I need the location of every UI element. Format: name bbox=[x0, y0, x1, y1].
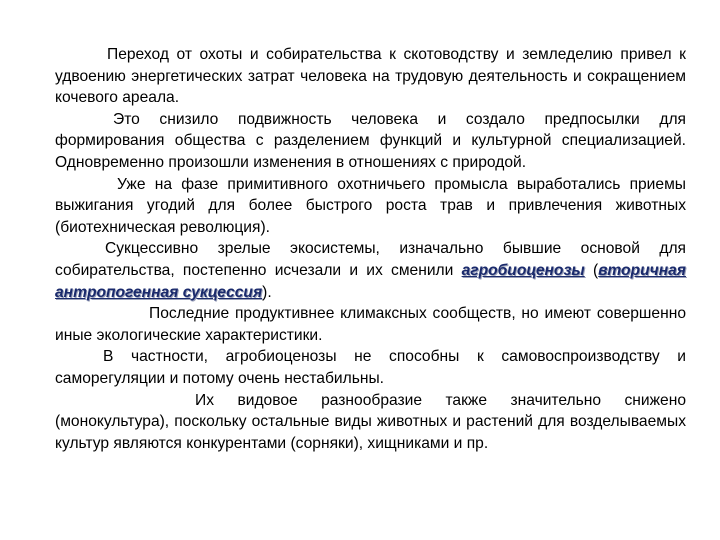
paragraph-3: Уже на фазе примитивного охотничьего промысла выработались приемы выжигания угодий для более быстрого роста трав и привлечения животных (биотехническая революция). bbox=[55, 175, 686, 236]
paragraph-7: Их видовое разнообразие также значительно снижено (монокультура), поскольку остальные виды животных и растений для возделываемых культур являются конкурентами (сорняки), хищниками и пр. bbox=[55, 391, 686, 452]
slide-body-text bbox=[55, 44, 686, 454]
paragraph-4 bbox=[55, 238, 686, 303]
paragraph-1: Переход от охоты и собирательства к скотоводству и земледелию привел к удвоению энергетических затрат человека на трудовую деятельность и сокращением кочевого ареала. bbox=[55, 46, 686, 107]
term-secondary-succession-link[interactable]: вторичная антропогенная сукцессия bbox=[55, 261, 686, 301]
term-agrobiocenoses-link[interactable]: агробиоценозы bbox=[461, 261, 585, 279]
paragraph-2: Это снизило подвижность человека и создало предпосылки для формирования общества с разделением функций и культурной специализацией. Одновременно произошли изменения в отношениях с природой. bbox=[55, 110, 686, 171]
paragraph-4-text: Сукцессивно зрелые экосистемы, изначально бывшие основой для собирательства, постепенно исчезали и их сменили bbox=[55, 240, 686, 279]
paragraph-4-close: ). bbox=[262, 283, 272, 301]
paragraph-6: В частности, агробиоценозы не способны к самовоспроизводству и саморегуляции и потому очень нестабильны. bbox=[55, 348, 686, 387]
paragraph-5: Последние продуктивнее климаксных сообществ, но имеют совершенно иные экологические характеристики. bbox=[55, 305, 686, 344]
paragraph-4-open-paren: ( bbox=[592, 261, 599, 279]
